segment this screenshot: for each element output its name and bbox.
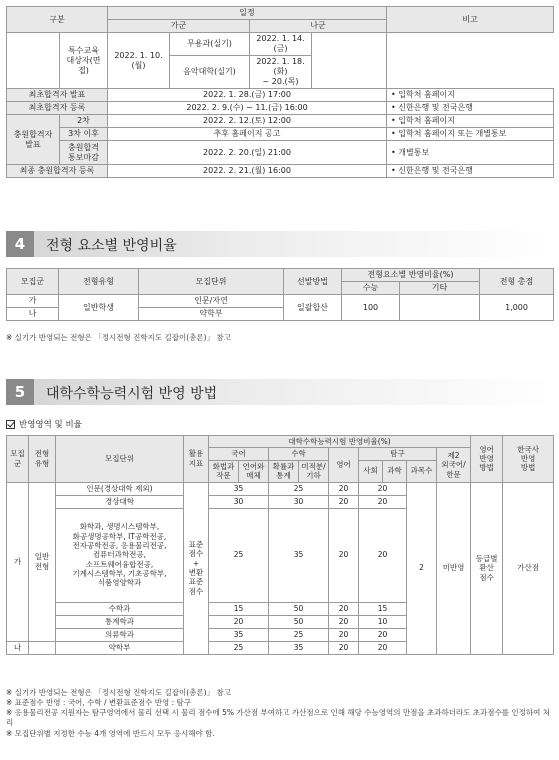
header-eng-method: 영어 반영 방법 (471, 436, 503, 483)
unit-cell: 의류학과 (56, 628, 184, 641)
header-kor: 국어 (209, 448, 269, 460)
special-r2-type: 음악대학(실기) (170, 56, 250, 89)
section-title: 전형 요소별 반영비율 (46, 238, 177, 254)
gun-cell: 나 (7, 641, 29, 654)
section-number: 4 (6, 231, 34, 257)
row-date: 2022. 2. 9.(수) ~ 11.(금) 16:00 (108, 102, 387, 115)
section-5-notes (6, 688, 553, 739)
gun-cell: 가 (7, 295, 59, 308)
unit-cell: 약학부 (139, 308, 284, 321)
row-date: 추후 홈페이지 공고 (108, 128, 387, 141)
unit-cell: 수학과 (56, 602, 184, 615)
schedule-table (6, 6, 554, 178)
special-r2-date: 2022. 1. 18.(화) ~ 20.(목) (250, 56, 312, 89)
header-type: 전형유형 (59, 269, 139, 295)
row-date: 2022. 2. 12.(토) 12:00 (108, 115, 387, 128)
header-mojip: 모집군 (7, 269, 59, 295)
header-subject-count: 과목수 (407, 460, 437, 482)
header-type: 전형 유형 (29, 436, 56, 483)
math-cell: 25 (269, 628, 329, 641)
header-gagun: 가군 (108, 20, 250, 33)
eng-cell: 20 (329, 615, 359, 628)
suneung-table (6, 435, 554, 655)
header-etc: 기타 (400, 282, 480, 295)
note-line: ※ 표준점수 반영 : 국어, 수학 / 변환표준점수 반영 : 탐구 (6, 698, 191, 708)
row-note: • 입학처 홈페이지 (387, 89, 554, 102)
section-4-note: ※ 실기가 반영되는 전형은 「정시전형 진학지도 길잡이(총론)」 참고 (6, 333, 231, 342)
header-math-b: 미적분/ 기하 (299, 460, 329, 482)
empty-cell (312, 33, 387, 89)
eng-cell: 20 (329, 495, 359, 508)
kor-cell: 35 (209, 628, 269, 641)
header-science: 과학 (383, 460, 407, 482)
kor-cell: 20 (209, 615, 269, 628)
header-hist-method: 한국사 반영 방법 (503, 436, 554, 483)
header-nagun: 나군 (250, 20, 387, 33)
row-note: • 신한은행 및 전국은행 (387, 165, 554, 178)
row-label: 3차 이후 (60, 128, 108, 141)
row-label: 충원합격 통보마감 (60, 141, 108, 165)
math-cell: 35 (269, 641, 329, 654)
unit-cell: 인문/자연 (139, 295, 284, 308)
subsection-label: 반영영역 및 비율 (19, 420, 82, 430)
ratio-table (6, 268, 554, 321)
eng-cell: 20 (329, 628, 359, 641)
header-math: 수학 (269, 448, 329, 460)
math-cell: 50 (269, 615, 329, 628)
section-title: 대학수학능력시험 반영 방법 (46, 386, 218, 402)
special-gagun-date: 2022. 1. 10.(월) (108, 33, 170, 89)
etc-cell (400, 295, 480, 321)
suneung-cell: 100 (342, 295, 400, 321)
row-label: 2차 (60, 115, 108, 128)
section-number: 5 (6, 379, 34, 405)
row-label: 최종 충원합격자 등록 (7, 165, 108, 178)
special-label: 특수교육 대상자(면접) (60, 33, 108, 89)
header-math-a: 확률과 통계 (269, 460, 299, 482)
header-total: 전형 총점 (480, 269, 554, 295)
row-note: • 개별통보 (387, 141, 554, 165)
header-unit: 모집단위 (56, 436, 184, 483)
use-cell: 표준 점수 + 변환 표준 점수 (184, 482, 209, 654)
gun-cell: 가 (7, 482, 29, 641)
checkbox-icon (6, 420, 15, 429)
tam-cell: 15 (359, 602, 407, 615)
header-social: 사회 (359, 460, 383, 482)
subsection-title (6, 418, 82, 430)
header-suneung: 수능 (342, 282, 400, 295)
note-line: ※ 응용물리전공 지원자는 탐구영역에서 물리 선택 시 물리 점수에 5% 가산점 부여하고 가산점으로 인해 해당 수능영역의 만점을 초과하더라도 초과점수를 인정하여 처리 (6, 708, 551, 728)
section-4-header (6, 231, 553, 257)
kor-cell: 25 (209, 508, 269, 602)
header-ratio: 전형요소별 반영비율(%) (342, 269, 480, 282)
header-eng: 영어 (329, 448, 359, 482)
row-date: 2022. 2. 21.(월) 16:00 (108, 165, 387, 178)
special-r1-type: 무용과(실기) (170, 33, 250, 56)
unit-cell: 화학과, 생명시스템학부, 화공생명공학부, IT공학전공, 전자공학전공, 응용물리전공, 컴퓨터과학전공, 소프트웨어융합전공, 기계시스템학부, 기초공학부, 식품영양학과 (56, 508, 184, 602)
type-cell: 일반 전형 (29, 482, 56, 641)
header-ratio: 대학수학능력시험 반영비율(%) (209, 436, 471, 448)
header-method: 선발방법 (284, 269, 342, 295)
unit-cell: 통계학과 (56, 615, 184, 628)
header-kor-a: 화법과 작문 (209, 460, 239, 482)
je2-cell: 미반영 (437, 482, 471, 654)
header-gubun: 구분 (7, 7, 108, 33)
row-label: 최초합격자 등록 (7, 102, 108, 115)
row-note: • 입학처 홈페이지 (387, 115, 554, 128)
row-date: 2022. 2. 20.(일) 21:00 (108, 141, 387, 165)
eng-method-cell: 등급별 환산 점수 (471, 482, 503, 654)
kor-cell: 35 (209, 482, 269, 495)
eng-cell: 20 (329, 508, 359, 602)
header-kor-b: 언어와 매체 (239, 460, 269, 482)
empty-cell (7, 33, 60, 89)
tam-cell: 10 (359, 615, 407, 628)
note-line: ※ 모집단위별 지정한 수능 4개 영역에 반드시 모두 응시해야 함. (6, 728, 215, 738)
row-note: • 신한은행 및 전국은행 (387, 102, 554, 115)
tam-cell: 20 (359, 482, 407, 495)
header-gun: 모집 군 (7, 436, 29, 483)
tam-count-cell: 2 (407, 482, 437, 654)
kor-cell: 25 (209, 641, 269, 654)
tam-cell: 20 (359, 641, 407, 654)
section-5-header (6, 379, 553, 405)
math-cell: 25 (269, 482, 329, 495)
unit-cell: 인문(경상대학 제외) (56, 482, 184, 495)
header-unit: 모집단위 (139, 269, 284, 295)
kor-cell: 15 (209, 602, 269, 615)
gun-cell: 나 (7, 308, 59, 321)
math-cell: 50 (269, 602, 329, 615)
type-cell: 일반학생 (59, 295, 139, 321)
tam-cell: 20 (359, 628, 407, 641)
row-label: 최초합격자 발표 (7, 89, 108, 102)
special-r1-date: 2022. 1. 14.(금) (250, 33, 312, 56)
tam-cell: 20 (359, 495, 407, 508)
eng-cell: 20 (329, 482, 359, 495)
header-use: 활용 지표 (184, 436, 209, 483)
method-cell: 일괄합산 (284, 295, 342, 321)
row-date: 2022. 1. 28.(금) 17:00 (108, 89, 387, 102)
header-tam: 탐구 (359, 448, 437, 460)
unit-cell: 약학부 (56, 641, 184, 654)
header-schedule: 일정 (108, 7, 387, 20)
math-cell: 30 (269, 495, 329, 508)
header-bigo: 비고 (387, 7, 554, 33)
tam-cell: 20 (359, 508, 407, 602)
header-je2: 제2 외국어/ 한문 (437, 448, 471, 482)
eng-cell: 20 (329, 641, 359, 654)
eng-cell: 20 (329, 602, 359, 615)
hist-method-cell: 가산점 (503, 482, 554, 654)
note-line: ※ 실기가 반영되는 전형은 「정시전형 진학지도 길잡이(총론)」 참고 (6, 688, 231, 697)
type-cell-empty (29, 641, 56, 654)
unit-cell: 경상대학 (56, 495, 184, 508)
total-cell: 1,000 (480, 295, 554, 321)
math-cell: 35 (269, 508, 329, 602)
row-note: • 입학처 홈페이지 또는 개별통보 (387, 128, 554, 141)
kor-cell: 30 (209, 495, 269, 508)
chungwon-label: 충원합격자 발표 (7, 115, 60, 165)
